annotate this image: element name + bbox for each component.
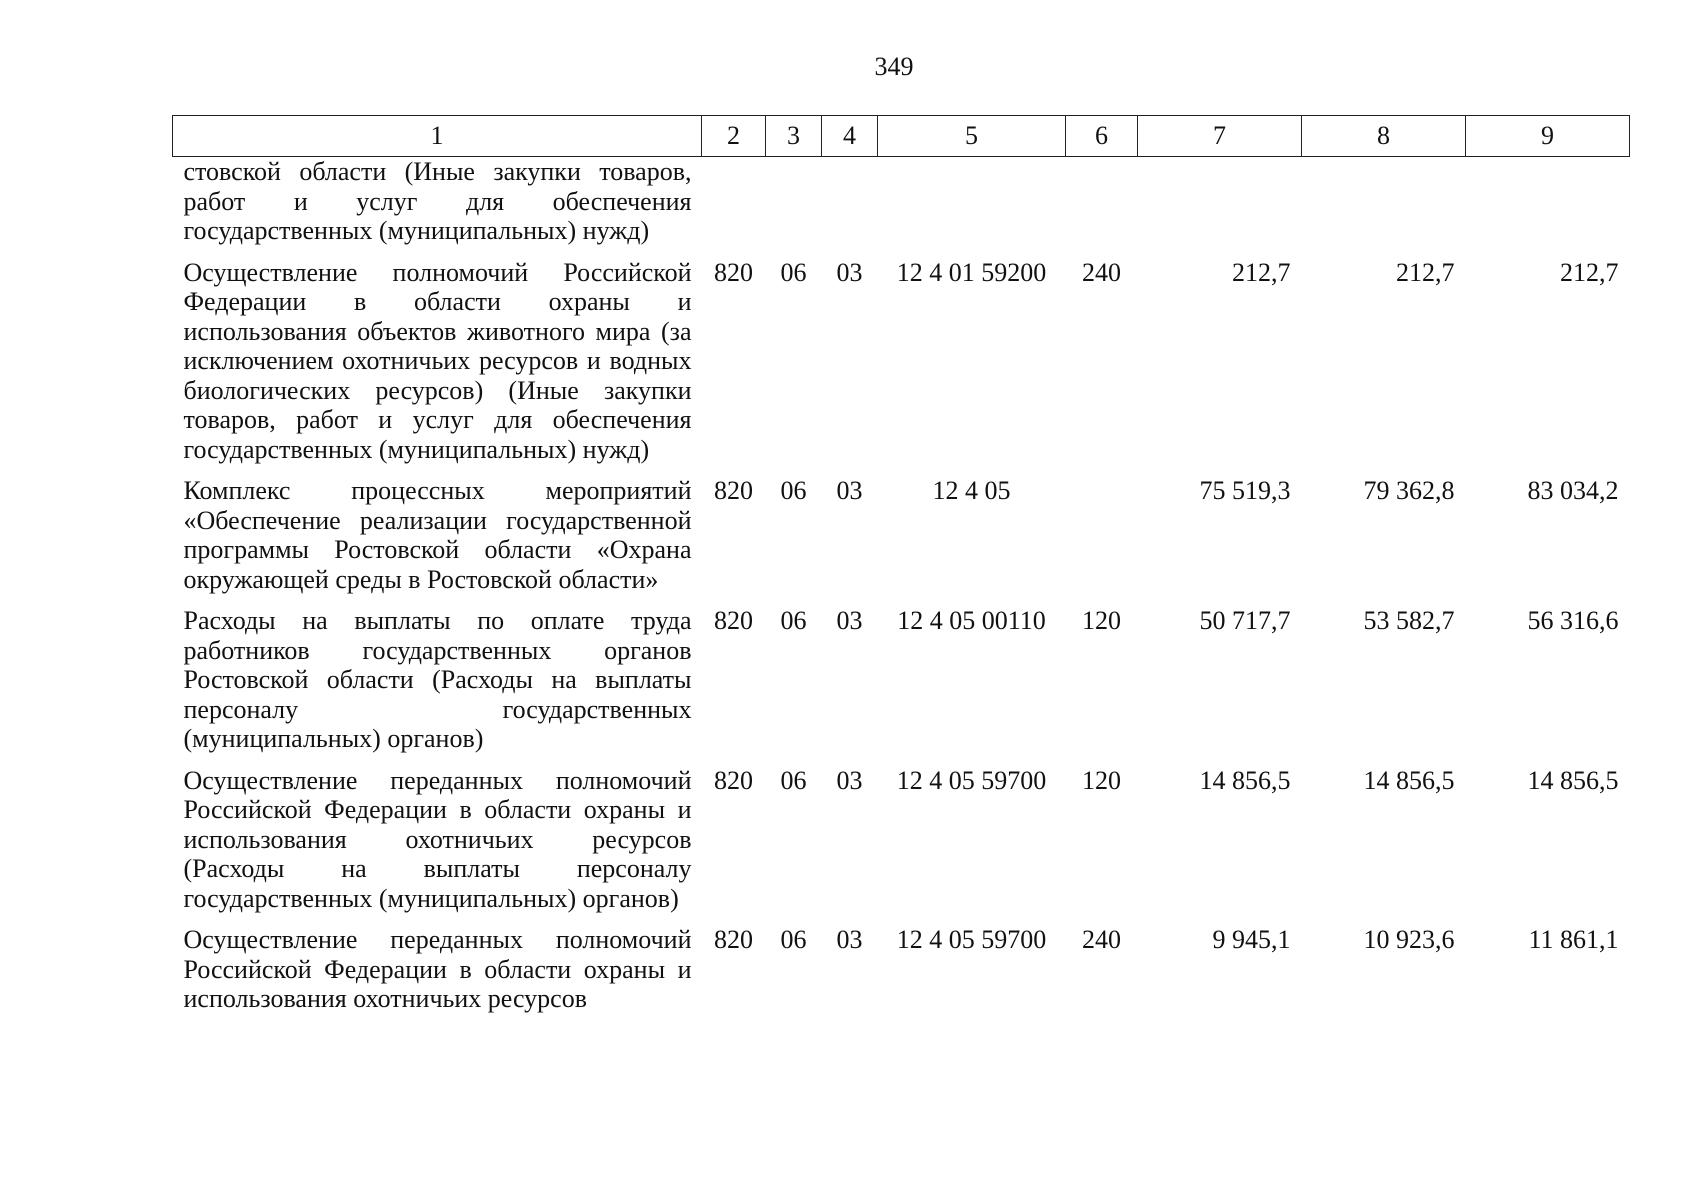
cell-section	[766, 157, 822, 258]
cell-subsection: 03	[836, 257, 863, 287]
column-header-8: 8	[1302, 116, 1466, 157]
page-number: 349	[874, 52, 914, 81]
budget-table	[172, 115, 1630, 1026]
row-description: Осуществление переданных полномочий Российской Федерации в области охраны и использования охотничьих ресурсов (Расходы на выплаты персоналу государственных (муниципальных) органов)	[183, 765, 692, 913]
cell-ministry-code: 820	[714, 765, 753, 795]
cell-amount-year-3: 56 316,6	[1527, 606, 1619, 635]
row-description: стовской области (Иные закупки товаров, работ и услуг для обеспечения государственных (муниципальных) нужд)	[183, 157, 692, 245]
cell-section: 06	[780, 257, 807, 287]
column-header-2: 2	[702, 116, 766, 157]
row-description: Осуществление переданных полномочий Российской Федерации в области охраны и использования охотничьих ресурсов	[183, 925, 692, 1013]
cell-expense-type	[1066, 476, 1138, 606]
row-description: Осуществление полномочий Российской Федерации в области охраны и использования объектов животного мира (за исключением охотничьих ресурсов и водных биологических ресурсов) (Иные закупки товаров, работ и услуг для обеспечения государственных (муниципальных) нужд)	[183, 257, 692, 464]
cell-ministry-code	[702, 157, 766, 258]
cell-ministry-code: 820	[714, 606, 753, 635]
cell-target-article: 12 4 05 59700	[896, 765, 1047, 795]
cell-amount-year-2: 14 856,5	[1363, 765, 1455, 795]
cell-amount-year-1: 50 717,7	[1199, 606, 1291, 635]
column-header-3: 3	[766, 116, 822, 157]
cell-ministry-code: 820	[714, 925, 753, 954]
column-header-6: 6	[1066, 116, 1138, 157]
cell-amount-year-3: 212,7	[1560, 257, 1619, 287]
cell-amount-year-1	[1138, 157, 1302, 258]
cell-amount-year-2: 10 923,6	[1363, 925, 1455, 954]
cell-amount-year-2: 212,7	[1396, 257, 1455, 287]
cell-amount-year-3: 83 034,2	[1527, 476, 1619, 505]
table-row	[173, 258, 1630, 477]
cell-expense-type: 120	[1082, 765, 1121, 795]
cell-amount-year-1: 9 945,1	[1212, 925, 1291, 954]
cell-ministry-code: 820	[714, 476, 753, 505]
table-row	[173, 157, 1630, 258]
cell-subsection: 03	[836, 606, 863, 635]
header-row	[173, 116, 1630, 157]
cell-expense-type: 240	[1082, 257, 1121, 287]
table-row	[173, 476, 1630, 606]
table-row	[173, 925, 1630, 1026]
cell-subsection: 03	[836, 476, 863, 505]
cell-amount-year-1: 14 856,5	[1199, 765, 1291, 795]
cell-section: 06	[780, 606, 807, 635]
cell-target-article: 12 4 05 00110	[897, 606, 1046, 635]
cell-section: 06	[780, 765, 807, 795]
column-header-9: 9	[1466, 116, 1630, 157]
cell-amount-year-1: 212,7	[1232, 257, 1291, 287]
cell-target-article: 12 4 05	[932, 476, 1011, 505]
cell-target-article	[878, 157, 1066, 258]
row-description: Расходы на выплаты по оплате труда работников государственных органов Ростовской области (Расходы на выплаты персоналу государственных (муниципальных) органов)	[183, 606, 692, 753]
cell-target-article: 12 4 05 59700	[896, 925, 1047, 954]
cell-expense-type: 240	[1082, 925, 1121, 954]
cell-amount-year-3: 11 861,1	[1528, 925, 1619, 954]
cell-target-article: 12 4 01 59200	[896, 257, 1047, 287]
cell-subsection: 03	[836, 925, 863, 954]
cell-amount-year-2	[1302, 157, 1466, 258]
cell-section: 06	[780, 925, 807, 954]
table-row	[173, 766, 1630, 926]
cell-expense-type	[1066, 157, 1138, 258]
cell-amount-year-3	[1466, 157, 1630, 258]
row-description: Комплекс процессных мероприятий «Обеспечение реализации государственной программы Ростовской области «Охрана окружающей среды в Ростовской области»	[183, 476, 692, 594]
column-header-7: 7	[1138, 116, 1302, 157]
cell-subsection: 03	[836, 765, 863, 795]
cell-amount-year-3: 14 856,5	[1527, 765, 1619, 795]
cell-amount-year-2: 53 582,7	[1363, 606, 1455, 635]
cell-section: 06	[780, 476, 807, 505]
column-header-4: 4	[822, 116, 878, 157]
cell-amount-year-1: 75 519,3	[1199, 476, 1291, 505]
cell-ministry-code: 820	[714, 257, 753, 287]
column-header-1: 1	[173, 116, 702, 157]
table-row	[173, 606, 1630, 766]
cell-expense-type: 120	[1082, 606, 1121, 635]
cell-amount-year-2: 79 362,8	[1363, 476, 1455, 505]
column-header-5: 5	[878, 116, 1066, 157]
cell-subsection	[822, 157, 878, 258]
